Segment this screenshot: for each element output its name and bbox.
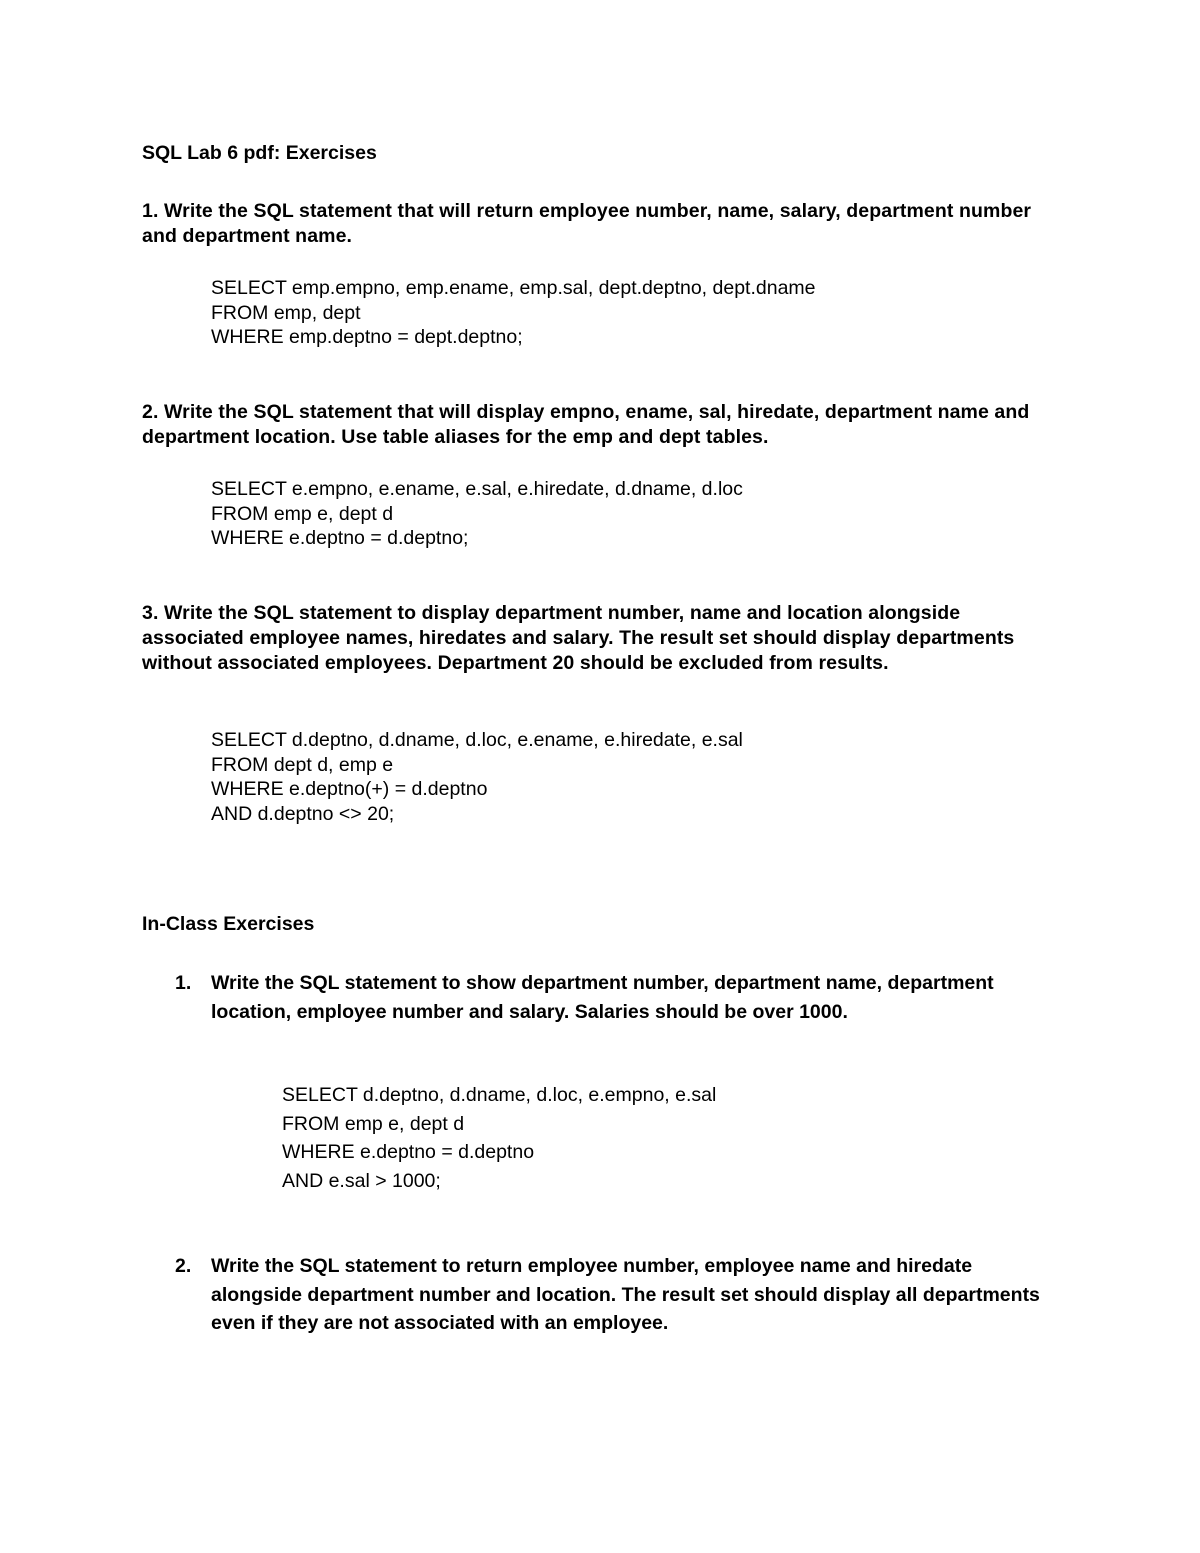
- code-line: WHERE emp.deptno = dept.deptno;: [211, 326, 523, 349]
- in-class-item-1-code: [282, 1081, 716, 1196]
- document-title-block: [142, 141, 1062, 166]
- in-class-item-2: [175, 1252, 1055, 1338]
- exercise-2-question: 2. Write the SQL statement that will display empno, ename, sal, hiredate, department name and department location. Use table aliases for the emp and dept tables.: [142, 401, 1030, 448]
- code-line: WHERE e.deptno = d.deptno: [282, 1141, 535, 1164]
- code-line: AND e.sal > 1000;: [282, 1170, 441, 1193]
- code-line: WHERE e.deptno(+) = d.deptno: [211, 778, 488, 801]
- exercise-1-question: 1. Write the SQL statement that will return employee number, name, salary, department number and department name.: [142, 200, 1032, 247]
- code-line: SELECT d.deptno, d.dname, d.loc, e.ename, e.hiredate, e.sal: [211, 729, 743, 751]
- in-class-item-1-question: Write the SQL statement to show department number, department name, department location, employee number and salary. Salaries should be over 1000.: [211, 972, 994, 1023]
- list-number: 2.: [175, 1255, 192, 1277]
- code-line: SELECT emp.empno, emp.ename, emp.sal, dept.deptno, dept.dname: [211, 277, 816, 299]
- in-class-item-1: [175, 969, 1055, 1026]
- document-title: SQL Lab 6 pdf: Exercises: [142, 142, 377, 164]
- in-class-heading-block: [142, 912, 1062, 937]
- code-line: FROM emp, dept: [211, 301, 361, 324]
- exercise-3-code: [211, 728, 743, 827]
- in-class-heading: In-Class Exercises: [142, 913, 315, 935]
- code-line: SELECT d.deptno, d.dname, d.loc, e.empno, e.sal: [282, 1084, 717, 1106]
- code-line: FROM emp e, dept d: [282, 1112, 465, 1135]
- exercise-1-code: [211, 276, 816, 350]
- in-class-item-2-question: Write the SQL statement to return employee number, employee name and hiredate alongside department number and location. The result set should display all departments even if they are not associated with an employee.: [211, 1255, 1040, 1334]
- code-line: SELECT e.empno, e.ename, e.sal, e.hiredate, d.dname, d.loc: [211, 478, 743, 500]
- exercise-2-code: [211, 477, 743, 551]
- code-line: WHERE e.deptno = d.deptno;: [211, 527, 469, 550]
- exercise-3-question-block: [142, 601, 1057, 676]
- code-line: FROM emp e, dept d: [211, 502, 394, 525]
- exercise-1-question-block: [142, 199, 1062, 249]
- list-number: 1.: [175, 972, 192, 994]
- exercise-3-question: 3. Write the SQL statement to display department number, name and location alongside associated employee names, hiredates and salary. The result set should display departments without associated employees. Department 20 should be excluded from results.: [142, 602, 1015, 674]
- code-line: FROM dept d, emp e: [211, 753, 394, 776]
- exercise-2-question-block: [142, 400, 1062, 450]
- code-line: AND d.deptno <> 20;: [211, 803, 395, 826]
